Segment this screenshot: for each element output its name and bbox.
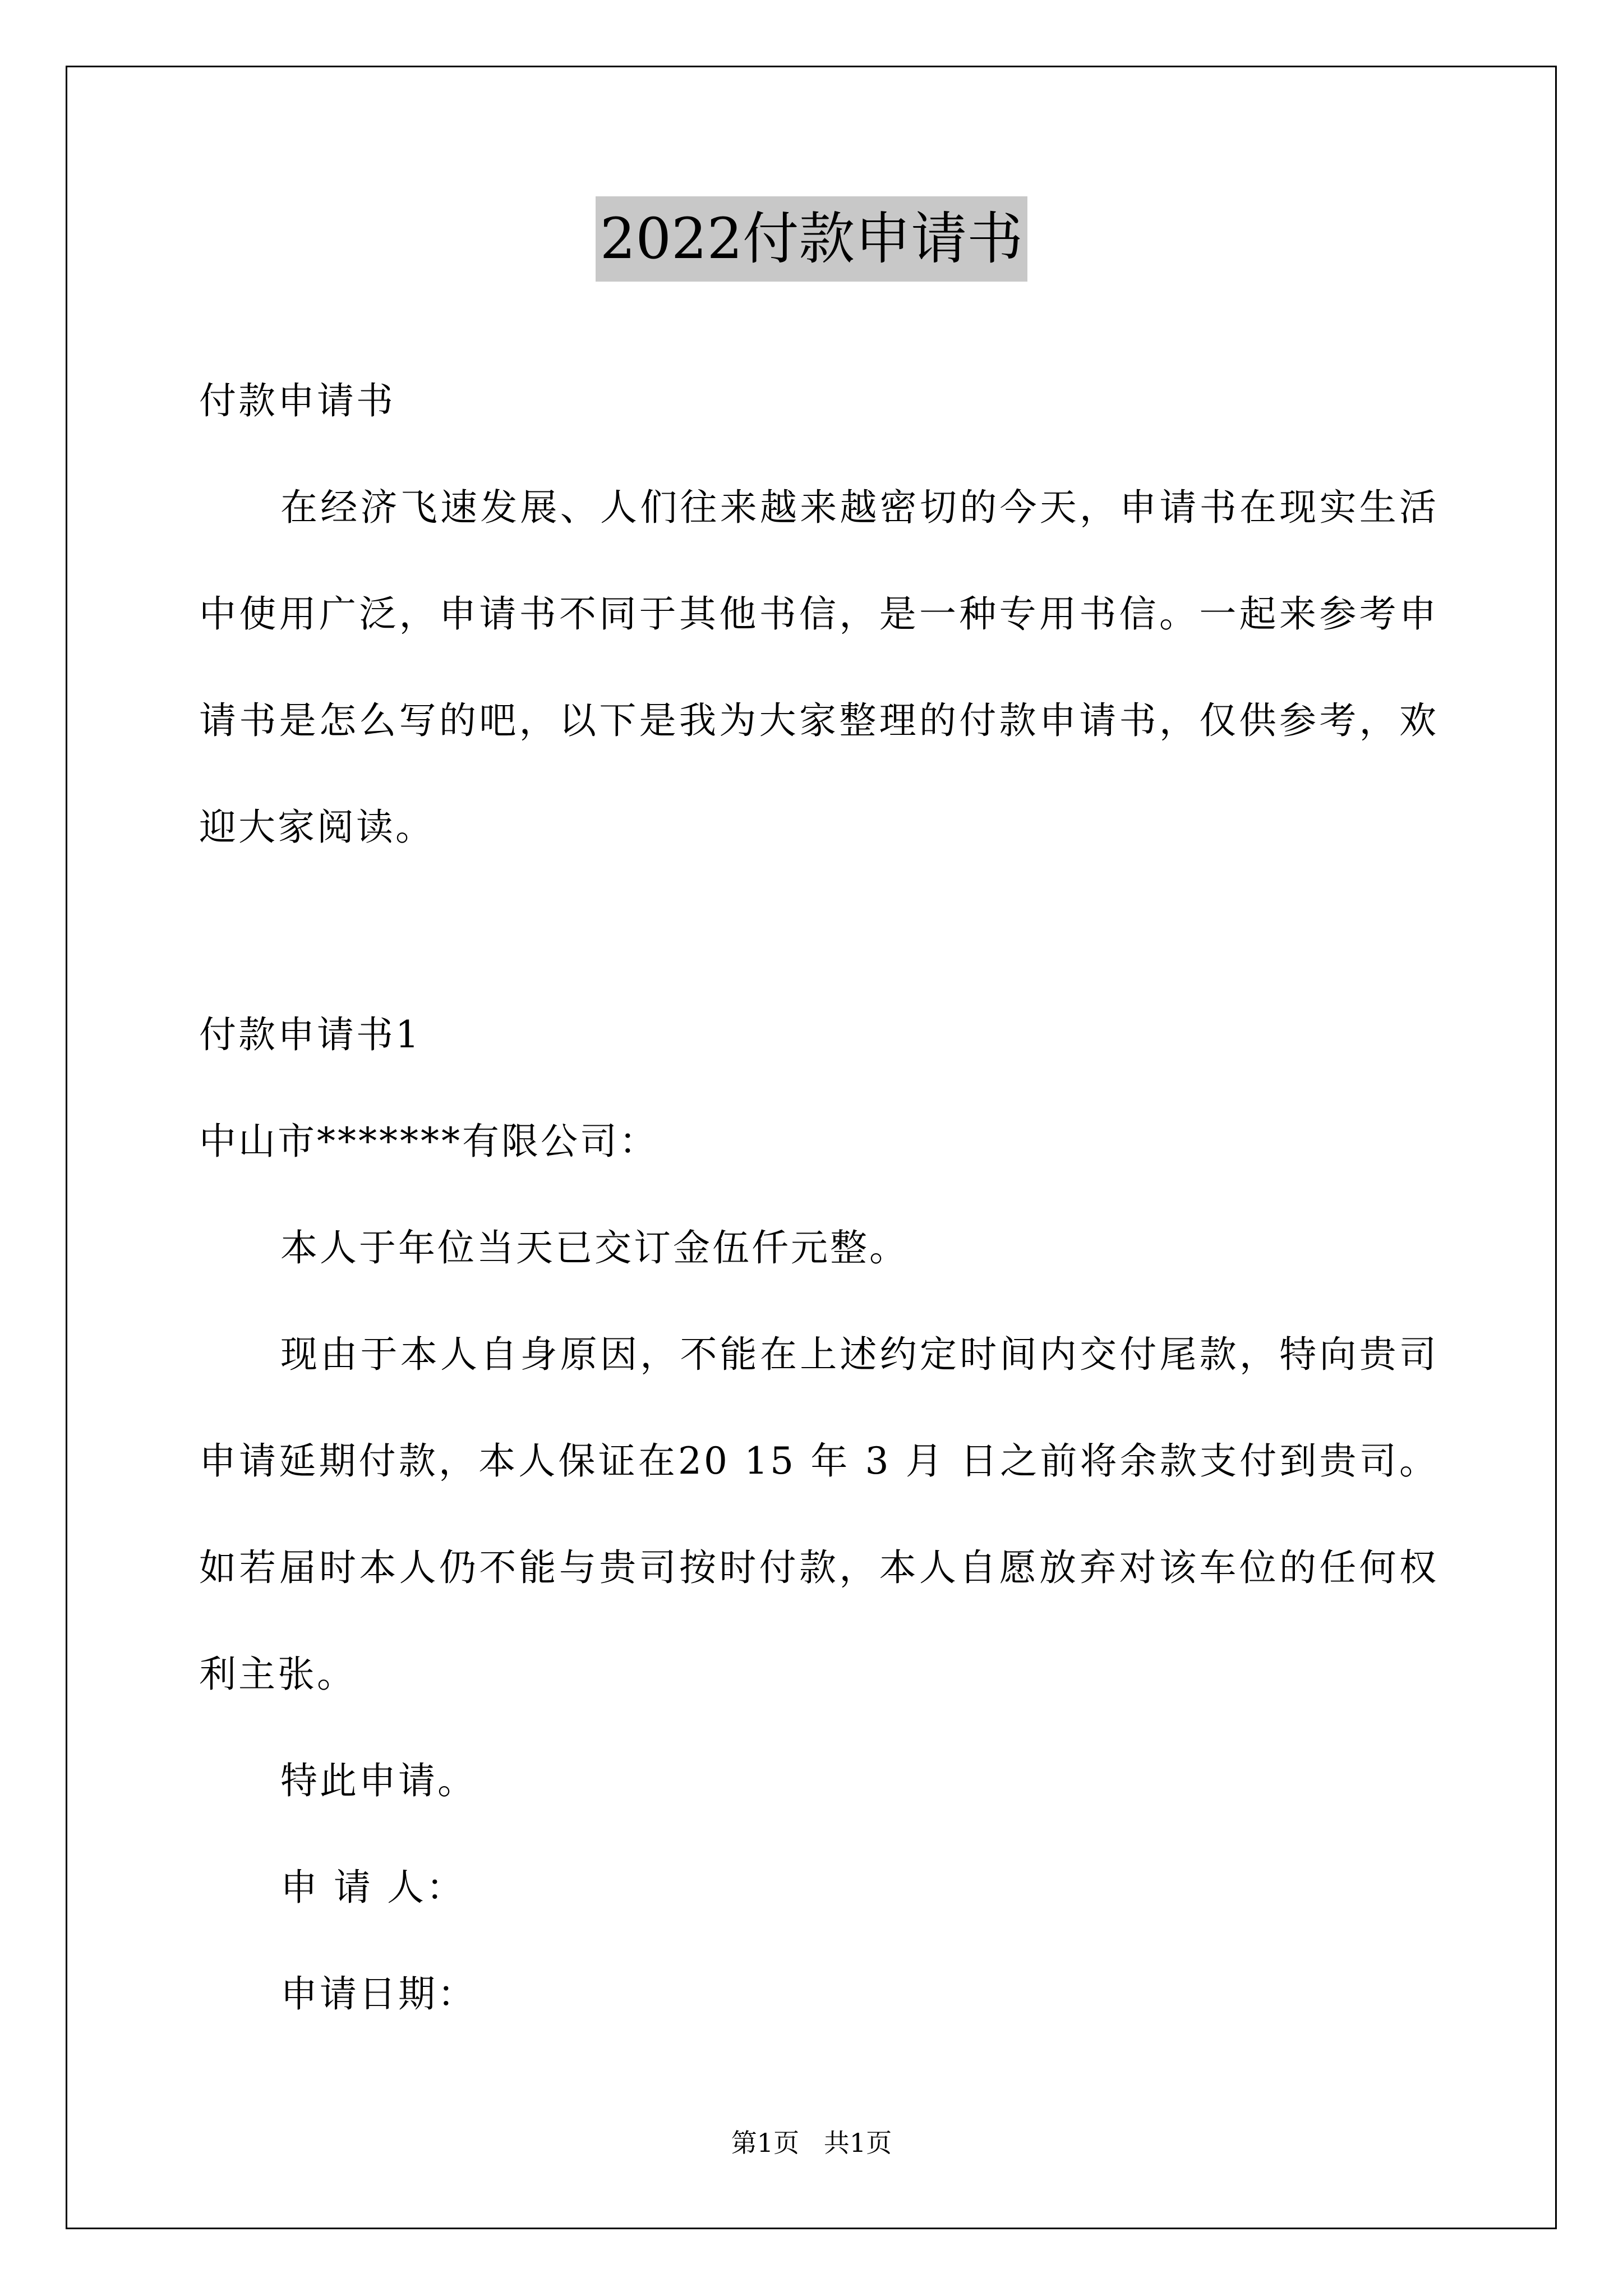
date-label: 申请日期： [280, 1972, 477, 2016]
document-title: 2022付款申请书 [596, 196, 1028, 282]
closing-line: 特此申请。 [280, 1759, 477, 1802]
extension-paragraph: 现由于本人自身原因，不能在上述约定时间内交付尾款，特向贵司申请延期付款，本人保证在20 15 年 3 月 日之前将余款支付到贵司。如若届时本人仍不能与贵司按时付款，本人自愿放弃对该车位的任何权利主张。 [199, 1333, 1438, 1696]
document-heading: 付款申请书 [199, 379, 395, 422]
intro-paragraph: 在经济飞速发展、人们往来越来越密切的今天，申请书在现实生活中使用广泛，申请书不同于其他书信，是一种专用书信。一起来参考申请书是怎么写的吧，以下是我为大家整理的付款申请书，仅供参考，欢迎大家阅读。 [199, 486, 1438, 849]
recipient-line: 中山市*******有限公司： [199, 1120, 658, 1163]
document-body [199, 348, 1438, 2047]
deposit-paragraph: 本人于年位当天已交订金伍仟元整。 [280, 1226, 909, 1269]
section-title: 付款申请书1 [199, 1013, 421, 1056]
title-wrapper [0, 196, 1623, 282]
applicant-label: 申 请 人： [280, 1866, 465, 1909]
page-footer: 第1页 共1页 [731, 2128, 892, 2158]
